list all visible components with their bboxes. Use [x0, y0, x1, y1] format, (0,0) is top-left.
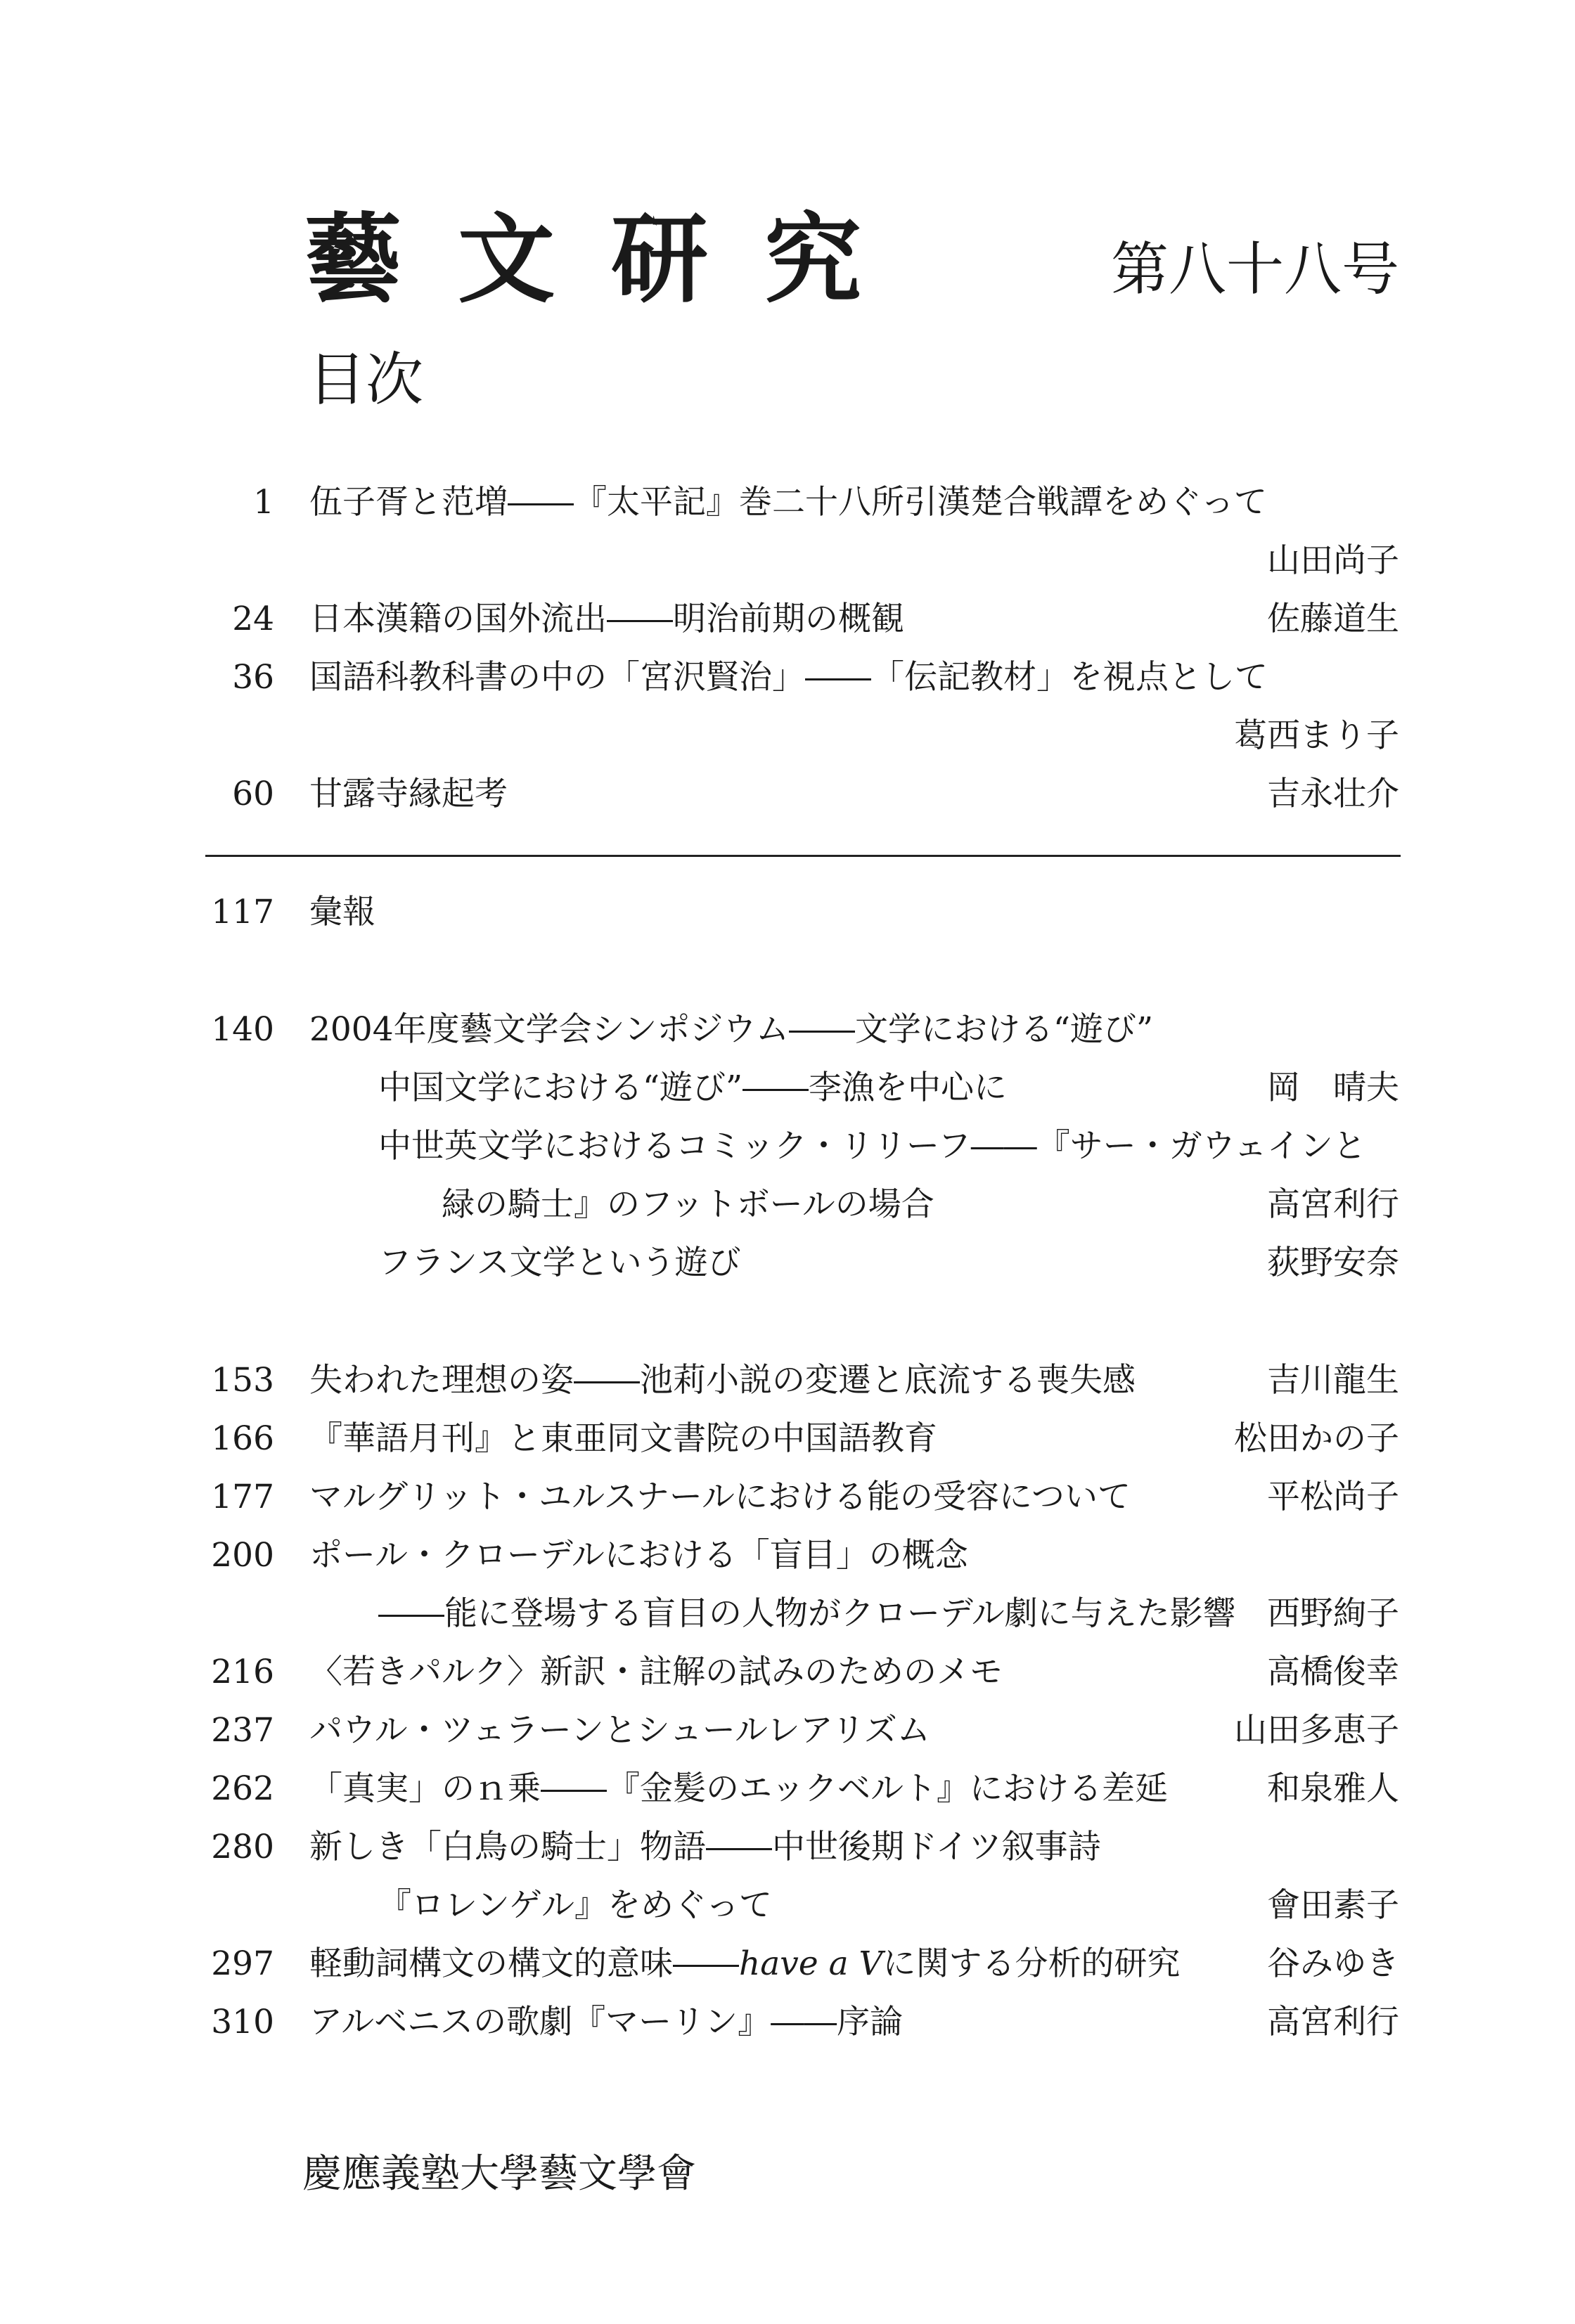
- toc-entry: [0, 1065, 1575, 1111]
- author-name: 會田素子: [1267, 1886, 1399, 1925]
- page-number: 36: [232, 658, 274, 697]
- author-name: 西野絢子: [1267, 1594, 1399, 1633]
- article-title: 失われた理想の姿――池莉小説の変遷と底流する喪失感: [309, 1361, 1136, 1400]
- article-title: 国語科教科書の中の「宮沢賢治」――「伝記教材」を視点として: [309, 658, 1268, 697]
- author-name: 吉永壮介: [1267, 775, 1399, 813]
- toc-entry: [0, 1007, 1575, 1053]
- author-name: 吉川龍生: [1267, 1361, 1399, 1400]
- toc-entry: [0, 596, 1575, 643]
- article-title: 中世英文学におけるコミック・リリーフ――『サー・ガウェインと: [378, 1127, 1366, 1166]
- article-title: 甘露寺縁起考: [309, 775, 508, 813]
- author-name: 谷みゆき: [1267, 1944, 1399, 1983]
- article-title: 伍子胥と范増――『太平記』巻二十八所引漢楚合戦譚をめぐって: [309, 483, 1268, 522]
- page-number: 280: [211, 1828, 274, 1866]
- toc-entry: [0, 1708, 1575, 1754]
- article-title: パウル・ツェラーンとシュールレアリズム: [309, 1711, 930, 1750]
- toc-entry: [0, 1883, 1575, 1929]
- article-title: 『ロレンゲル』をめぐって: [378, 1886, 773, 1925]
- toc-entry: [0, 479, 1575, 526]
- author-name: 岡 晴夫: [1267, 1069, 1399, 1107]
- toc-entry: [0, 1649, 1575, 1696]
- toc-entry: [0, 1416, 1575, 1462]
- article-title: 2004年度藝文学会シンポジウム――文学における“遊び”: [309, 1010, 1154, 1049]
- article-title: 「真実」のｎ乗――『金髪のエックベルト』における差延: [309, 1769, 1169, 1808]
- author-name: 山田尚子: [1267, 541, 1399, 580]
- toc-entry: [0, 1357, 1575, 1404]
- title-italic-part: have a V: [739, 1944, 883, 1983]
- author-name: 和泉雅人: [1267, 1769, 1399, 1808]
- author-name: 高宮利行: [1267, 2003, 1399, 2041]
- title-part: 軽動詞構文の構文的意味――: [309, 1944, 739, 1983]
- page-number: 117: [211, 893, 274, 931]
- page-number: 297: [211, 1944, 274, 1983]
- page-number: 262: [211, 1769, 274, 1808]
- author-name: 高橋俊幸: [1267, 1653, 1399, 1691]
- article-title: ポール・クローデルにおける「盲目」の概念: [309, 1536, 968, 1575]
- page-number: 177: [211, 1478, 274, 1516]
- page-number: 60: [232, 775, 274, 813]
- toc-entry: [0, 1182, 1575, 1228]
- page-number: 216: [211, 1653, 274, 1691]
- toc-entry: [0, 1240, 1575, 1286]
- article-title: 日本漢籍の国外流出――明治前期の概観: [309, 600, 904, 638]
- article-title: アルベニスの歌劇『マーリン』――序論: [309, 2003, 904, 2041]
- author-name: 松田かの子: [1234, 1419, 1399, 1458]
- section-divider: [205, 855, 1401, 857]
- page-number: 140: [211, 1010, 274, 1049]
- article-title: マルグリット・ユルスナールにおける能の受容について: [309, 1478, 1131, 1516]
- article-title: フランス文学という遊び: [378, 1244, 741, 1282]
- toc-entry: [0, 1532, 1575, 1579]
- article-title: 彙報: [309, 893, 375, 931]
- toc-entry: [0, 1766, 1575, 1812]
- toc-entry: [0, 1474, 1575, 1521]
- toc-entry: [0, 889, 1575, 936]
- toc-entry: [0, 1999, 1575, 2046]
- page-number: 200: [211, 1536, 274, 1575]
- toc-entry: [0, 771, 1575, 818]
- toc-entry: [0, 654, 1575, 701]
- toc-entry: [0, 1941, 1575, 1987]
- journal-title: 藝 文 研 究: [304, 202, 873, 316]
- article-title: 中国文学における“遊び”――李漁を中心に: [378, 1069, 1008, 1107]
- title-part: に関する分析的研究: [882, 1944, 1181, 1983]
- author-name: 佐藤道生: [1267, 600, 1399, 638]
- author-name: 荻野安奈: [1267, 1244, 1399, 1282]
- author-name: 葛西まり子: [1234, 716, 1399, 755]
- toc-heading: 目次: [308, 347, 424, 413]
- toc-entry: [0, 1591, 1575, 1637]
- page-number: 166: [211, 1419, 274, 1458]
- issue-number: 第八十八号: [1110, 236, 1399, 303]
- article-title: ――能に登場する盲目の人物がクローデル劇に与えた影響: [378, 1594, 1236, 1633]
- page-number: 237: [211, 1711, 274, 1750]
- article-title: 緑の騎士』のフットボールの場合: [442, 1185, 934, 1224]
- publisher-name: 慶應義塾大學藝文學會: [302, 2151, 696, 2197]
- page-number: 1: [253, 483, 274, 522]
- author-name: 山田多恵子: [1234, 1711, 1399, 1750]
- article-title: 『華語月刊』と東亜同文書院の中国語教育: [309, 1419, 937, 1458]
- page-number: 24: [232, 600, 274, 638]
- author-name: 高宮利行: [1267, 1185, 1399, 1224]
- toc-entry: [0, 538, 1575, 584]
- article-title: [309, 1941, 1181, 1987]
- article-title: 新しき「白鳥の騎士」物語――中世後期ドイツ叙事詩: [309, 1828, 1101, 1866]
- author-name: 平松尚子: [1267, 1478, 1399, 1516]
- article-title: 〈若きパルク〉新訳・註解の試みのためのメモ: [309, 1653, 1003, 1691]
- page-number: 310: [211, 2003, 274, 2041]
- toc-entry: [0, 1824, 1575, 1871]
- toc-entry: [0, 713, 1575, 759]
- toc-entry: [0, 1123, 1575, 1170]
- page-number: 153: [211, 1361, 274, 1400]
